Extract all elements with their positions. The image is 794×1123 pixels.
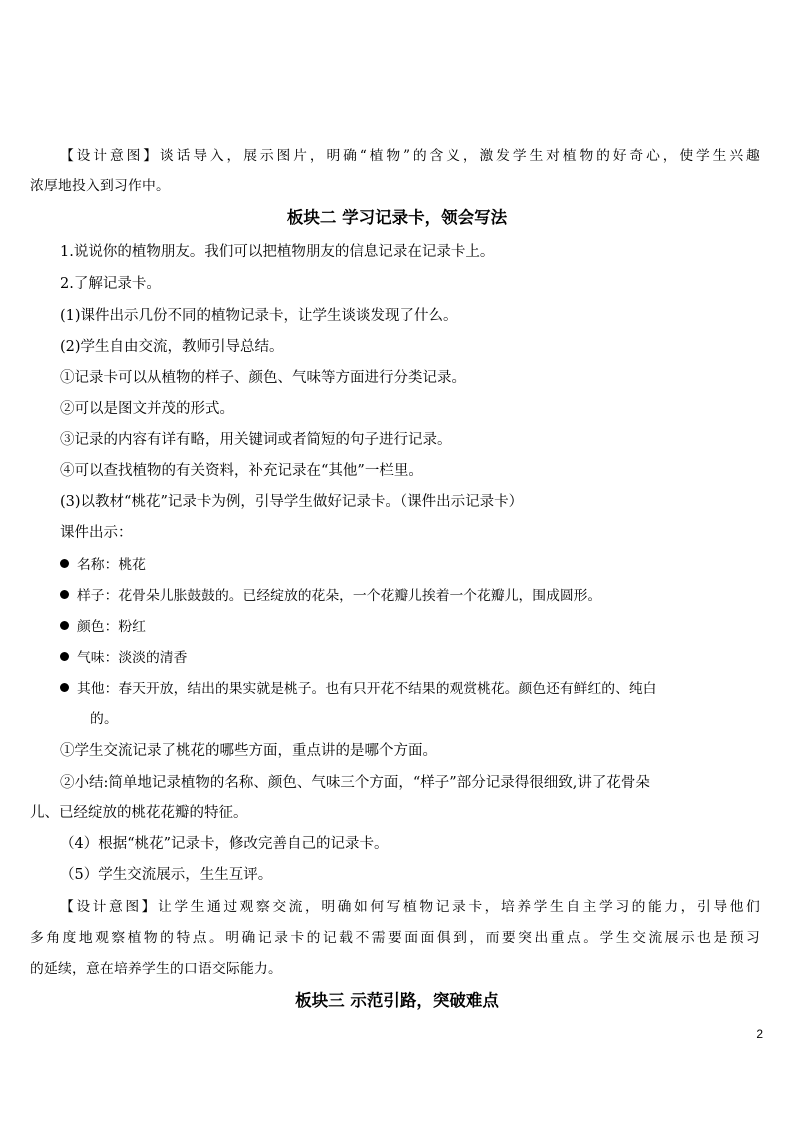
para-2: 2.了解记录卡。	[60, 276, 161, 292]
record-card-bullet-other-cont: 的。	[90, 711, 118, 727]
section-2-heading: 板块二 学习记录卡，领会写法	[286, 208, 508, 227]
summary-item-4: ④可以查找植物的有关资料，补充记录在“其他”一栏里。	[60, 463, 423, 479]
record-card-bullet-smell: 气味：淡淡的清香	[60, 648, 187, 668]
design-intent-2-line1: 【设计意图】让学生通过观察交流，明确如何写植物记录卡，培养学生自主学习的能力，引导他们	[60, 899, 760, 915]
record-card-bullet-name: 名称：桃花	[60, 555, 146, 575]
discussion-2-line2: 儿、已经绽放的桃花花瓣的特征。	[30, 805, 248, 821]
design-intent-1-line2: 浓厚地投入到习作中。	[30, 178, 170, 194]
record-card-bullet-appearance: 样子：花骨朵儿胀鼓鼓的。已经绽放的花朵，一个花瓣儿挨着一个花瓣儿，围成圆形。	[60, 586, 601, 606]
bullet-dot-icon	[60, 559, 69, 568]
summary-item-1: ①记录卡可以从植物的样子、颜色、气味等方面进行分类记录。	[60, 370, 466, 386]
summary-item-2: ②可以是图文并茂的形式。	[60, 401, 234, 417]
bullet-dot-icon	[60, 652, 69, 661]
record-card-bullet-color: 颜色：粉红	[60, 617, 146, 637]
para-6: 课件出示：	[60, 525, 133, 541]
bullet-dot-icon	[60, 683, 69, 692]
design-intent-2-line2: 多角度地观察植物的特点。明确记录卡的记载不需要面面俱到，而要突出重点。学生交流展示也是预习	[30, 930, 760, 946]
bullet-dot-icon	[60, 621, 69, 630]
para-7: （4）根据“桃花”记录卡，修改完善自己的记录卡。	[60, 836, 389, 852]
design-intent-2-line3: 的延续，意在培养学生的口语交际能力。	[30, 961, 282, 977]
para-4: (2)学生自由交流，教师引导总结。	[60, 339, 284, 355]
section-3-heading: 板块三 示范引路，突破难点	[295, 991, 499, 1010]
page-number: 2	[756, 1027, 763, 1041]
para-3: (1)课件出示几份不同的植物记录卡，让学生谈谈发现了什么。	[60, 308, 458, 324]
design-intent-1-line1: 【设计意图】谈话导入，展示图片，明确“植物”的含义，激发学生对植物的好奇心，使学生兴趣	[60, 148, 760, 164]
para-1: 1.说说你的植物朋友。我们可以把植物朋友的信息记录在记录卡上。	[60, 244, 495, 260]
para-5: (3)以教材“桃花”记录卡为例，引导学生做好记录卡。（课件出示记录卡）	[60, 494, 524, 510]
summary-item-3: ③记录的内容有详有略，用关键词或者简短的句子进行记录。	[60, 432, 452, 448]
discussion-1: ①学生交流记录了桃花的哪些方面，重点讲的是哪个方面。	[60, 743, 437, 759]
record-card-bullet-other: 其他：春天开放，结出的果实就是桃子。也有只开花不结果的观赏桃花。颜色还有鲜红的、纯白	[60, 679, 656, 699]
discussion-2-line1: ②小结:简单地记录植物的名称、颜色、气味三个方面，“样子”部分记录得很细致,讲了花骨朵	[60, 775, 650, 791]
bullet-dot-icon	[60, 590, 69, 599]
para-8: （5）学生交流展示，生生互评。	[60, 867, 273, 883]
